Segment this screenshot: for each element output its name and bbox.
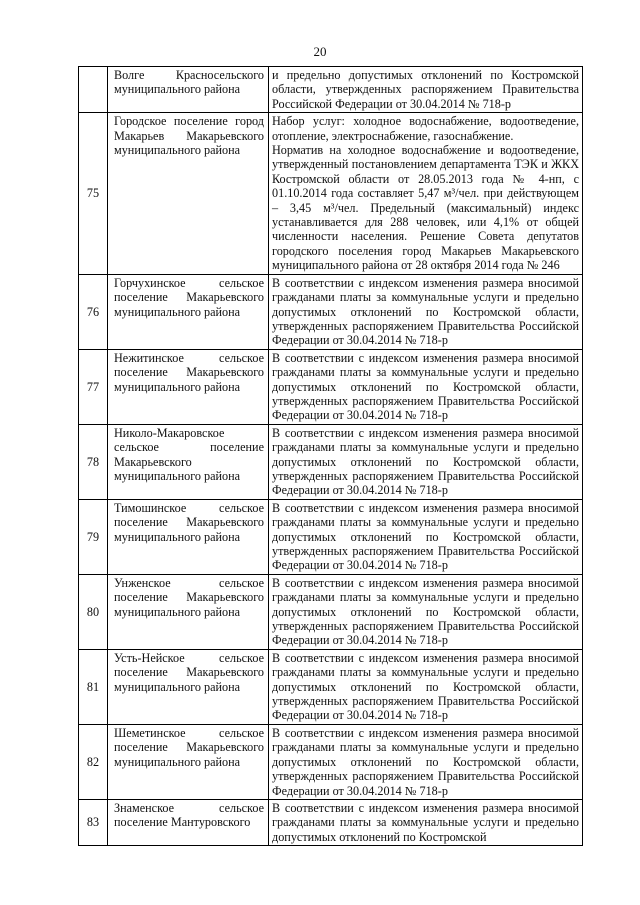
- table-row: [79, 424, 583, 499]
- table-row: [79, 274, 583, 349]
- municipality-name: Усть-Нейское сельское поселение Макарьевского муниципального района: [108, 649, 269, 724]
- municipality-name: Николо-Макаровское сельское поселение Макарьевского муниципального района: [108, 424, 269, 499]
- row-number: 77: [79, 349, 108, 424]
- table-row: [79, 724, 583, 799]
- table-row: [79, 799, 583, 845]
- municipality-name: Горчухинское сельское поселение Макарьевского муниципального района: [108, 274, 269, 349]
- row-number: 80: [79, 574, 108, 649]
- municipality-name: Нежитинское сельское поселение Макарьевского муниципального района: [108, 349, 269, 424]
- municipality-name: Знаменское сельское поселение Мантуровского: [108, 799, 269, 845]
- description-paragraph: В соответствии с индексом изменения размера вносимой гражданами платы за коммунальные услуги и предельно допустимых отклонений по Костромской области, утвержденных распоряжением Правительства Российской Федерации от 30.04.2014 № 718-р: [272, 575, 579, 648]
- row-number: 79: [79, 499, 108, 574]
- description-cell: [269, 67, 583, 113]
- municipality-name: Тимошинское сельское поселение Макарьевского муниципального района: [108, 499, 269, 574]
- description-cell: [269, 799, 583, 845]
- description-paragraph: В соответствии с индексом изменения размера вносимой гражданами платы за коммунальные услуги и предельно допустимых отклонений по Костромской: [272, 800, 579, 844]
- description-paragraph: В соответствии с индексом изменения размера вносимой гражданами платы за коммунальные услуги и предельно допустимых отклонений по Костромской области, утвержденных распоряжением Правительства Российской Федерации от 30.04.2014 № 718-р: [272, 650, 579, 723]
- table-row: [79, 649, 583, 724]
- table-row: [79, 574, 583, 649]
- description-cell: [269, 649, 583, 724]
- tariff-table: [78, 66, 583, 846]
- description-paragraph: Набор услуг: холодное водоснабжение, водоотведение, отопление, электроснабжение, газоснабжение.: [272, 114, 579, 143]
- row-number: 83: [79, 799, 108, 845]
- municipality-name: Городское поселение город Макарьев Макарьевского муниципального района: [108, 113, 269, 274]
- description-paragraph: и предельно допустимых отклонений по Костромской области, утвержденных распоряжением Правительства Российской Федерации от 30.04.2014 № 718-р: [272, 68, 579, 111]
- description-cell: [269, 113, 583, 274]
- description-paragraph: В соответствии с индексом изменения размера вносимой гражданами платы за коммунальные услуги и предельно допустимых отклонений по Костромской области, утвержденных распоряжением Правительства Российской Федерации от 30.04.2014 № 718-р: [272, 725, 579, 798]
- description-paragraph: В соответствии с индексом изменения размера вносимой гражданами платы за коммунальные услуги и предельно допустимых отклонений по Костромской области, утвержденных распоряжением Правительства Российской Федерации от 30.04.2014 № 718-р: [272, 500, 579, 573]
- description-cell: [269, 274, 583, 349]
- table-row: [79, 113, 583, 274]
- municipality-name: Унженское сельское поселение Макарьевского муниципального района: [108, 574, 269, 649]
- description-cell: [269, 499, 583, 574]
- row-number: 82: [79, 724, 108, 799]
- page-number: 20: [313, 44, 327, 59]
- description-paragraph: В соответствии с индексом изменения размера вносимой гражданами платы за коммунальные услуги и предельно допустимых отклонений по Костромской области, утвержденных распоряжением Правительства Российской Федерации от 30.04.2014 № 718-р: [272, 350, 579, 423]
- row-number: 81: [79, 649, 108, 724]
- description-cell: [269, 424, 583, 499]
- row-number: 76: [79, 274, 108, 349]
- row-number: 78: [79, 424, 108, 499]
- table-body: [79, 67, 583, 846]
- description-paragraph: Норматив на холодное водоснабжение и водоотведение, утвержденный постановлением департамента ТЭК и ЖКХ Костромской области от 28.05.2013 года № 4-нп, с 01.10.2014 года составляет 5,47 м³/чел. при действующем – 3,45 м³/чел. Предельный (максимальный) индекс устанавливается для 288 человек, или 4,1% от общей численности населения. Решение Совета депутатов городского поселения город Макарьев Макарьевского муниципального района от 28 октября 2014 года № 246: [272, 143, 579, 273]
- description-cell: [269, 574, 583, 649]
- table-row: [79, 67, 583, 113]
- description-cell: [269, 724, 583, 799]
- row-number: [79, 67, 108, 113]
- description-paragraph: В соответствии с индексом изменения размера вносимой гражданами платы за коммунальные услуги и предельно допустимых отклонений по Костромской области, утвержденных распоряжением Правительства Российской Федерации от 30.04.2014 № 718-р: [272, 275, 579, 348]
- municipality-name: Волге Красносельского муниципального района: [108, 67, 269, 113]
- municipality-name: Шеметинское сельское поселение Макарьевского муниципального района: [108, 724, 269, 799]
- description-cell: [269, 349, 583, 424]
- table-row: [79, 349, 583, 424]
- table-row: [79, 499, 583, 574]
- row-number: 75: [79, 113, 108, 274]
- description-paragraph: В соответствии с индексом изменения размера вносимой гражданами платы за коммунальные услуги и предельно допустимых отклонений по Костромской области, утвержденных распоряжением Правительства Российской Федерации от 30.04.2014 № 718-р: [272, 425, 579, 498]
